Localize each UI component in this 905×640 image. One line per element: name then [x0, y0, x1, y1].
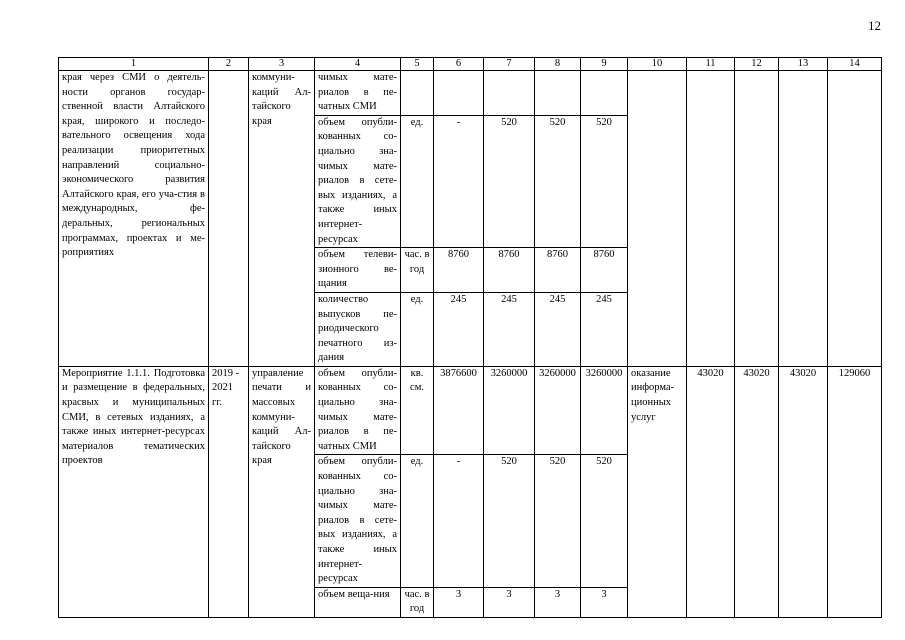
col-header: 3: [249, 58, 315, 71]
indicator-unit: час. в год: [401, 248, 434, 293]
measure-description: Мероприятие 1.1.1. Подготовка и размещение в федеральных, красвых и муниципальных СМИ, в сетевых изданиях, а также иных интернет-ресурсах материалов тематических проектов: [59, 366, 209, 617]
executor-cell: коммуни-каций Ал-тайского края: [249, 71, 315, 367]
value-2021: 520: [535, 115, 581, 247]
value-total: 8760: [581, 248, 628, 293]
table-row: [59, 366, 882, 455]
indicator-name: объем опубли-кованных со-циально зна-чимых мате-риалов в сете-вых изданиях, а также иных интернет-ресурсах: [315, 115, 401, 247]
value-2019: 3876600: [434, 366, 484, 455]
value-2021: 245: [535, 292, 581, 366]
col-header: 5: [401, 58, 434, 71]
funding-2020: 43020: [735, 366, 779, 617]
value-2019: 245: [434, 292, 484, 366]
value-2021: 520: [535, 455, 581, 587]
indicator-name: объем веща-ния: [315, 587, 401, 617]
value-total: 245: [581, 292, 628, 366]
col-header: 14: [828, 58, 882, 71]
value-2021: [535, 71, 581, 116]
program-table: [58, 57, 882, 618]
value-2019: 8760: [434, 248, 484, 293]
period-cell: [209, 71, 249, 367]
value-2019: -: [434, 455, 484, 587]
value-2021: 8760: [535, 248, 581, 293]
col-header: 10: [628, 58, 687, 71]
indicator-unit: [401, 71, 434, 116]
col-header: 2: [209, 58, 249, 71]
col-header: 12: [735, 58, 779, 71]
col-header: 1: [59, 58, 209, 71]
value-2021: 3260000: [535, 366, 581, 455]
funding-cell: [779, 71, 828, 367]
indicator-name: объем телеви-зионного ве-щания: [315, 248, 401, 293]
result-cell: [628, 71, 687, 367]
value-2019: [434, 71, 484, 116]
period-cell: 2019 - 2021 гг.: [209, 366, 249, 617]
table-row: [59, 71, 882, 116]
executor-cell: управление печати и массовых коммуни-каций Ал-тайского края: [249, 366, 315, 617]
value-2019: 3: [434, 587, 484, 617]
value-2020: [484, 71, 535, 116]
funding-total-cell: [828, 71, 882, 367]
value-2019: -: [434, 115, 484, 247]
indicator-unit: ед.: [401, 115, 434, 247]
indicator-unit: кв. см.: [401, 366, 434, 455]
page-number: 12: [868, 18, 881, 33]
value-total: 520: [581, 115, 628, 247]
value-2021: 3: [535, 587, 581, 617]
col-header: 4: [315, 58, 401, 71]
indicator-name: объем опубли-кованных со-циально зна-чимых мате-риалов в сете-вых изданиях, а также иных интернет-ресурсах: [315, 455, 401, 587]
value-total: 3: [581, 587, 628, 617]
result-cell: оказание информа-ционных услуг: [628, 366, 687, 617]
funding-cell: [687, 71, 735, 367]
col-header: 7: [484, 58, 535, 71]
value-total: 520: [581, 455, 628, 587]
indicator-unit: ед.: [401, 292, 434, 366]
value-2020: 245: [484, 292, 535, 366]
column-number-row: [59, 58, 882, 71]
funding-2021: 43020: [779, 366, 828, 617]
value-2020: 520: [484, 455, 535, 587]
funding-cell: [735, 71, 779, 367]
indicator-name: количество выпусков пе-риодического печатного из-дания: [315, 292, 401, 366]
measure-description: края через СМИ о деятель-ности органов государ-ственной власти Алтайского края, широкого и последо-вательного освещения хода реализации приоритетных направлений социально-экономического развития Алтайского края, его уча-стия в международных, фе-деральных, региональных программах, проектах и ме-роприятиях: [59, 71, 209, 367]
indicator-unit: ед.: [401, 455, 434, 587]
funding-total: 129060: [828, 366, 882, 617]
col-header: 6: [434, 58, 484, 71]
indicator-name: объем опубли-кованных со-циально зна-чимых мате-риалов в пе-чатных СМИ: [315, 366, 401, 455]
indicator-name: чимых мате-риалов в пе-чатных СМИ: [315, 71, 401, 116]
value-total: [581, 71, 628, 116]
value-total: 3260000: [581, 366, 628, 455]
funding-2019: 43020: [687, 366, 735, 617]
value-2020: 8760: [484, 248, 535, 293]
col-header: 13: [779, 58, 828, 71]
value-2020: 3260000: [484, 366, 535, 455]
col-header: 8: [535, 58, 581, 71]
value-2020: 520: [484, 115, 535, 247]
col-header: 11: [687, 58, 735, 71]
col-header: 9: [581, 58, 628, 71]
indicator-unit: час. в год: [401, 587, 434, 617]
value-2020: 3: [484, 587, 535, 617]
